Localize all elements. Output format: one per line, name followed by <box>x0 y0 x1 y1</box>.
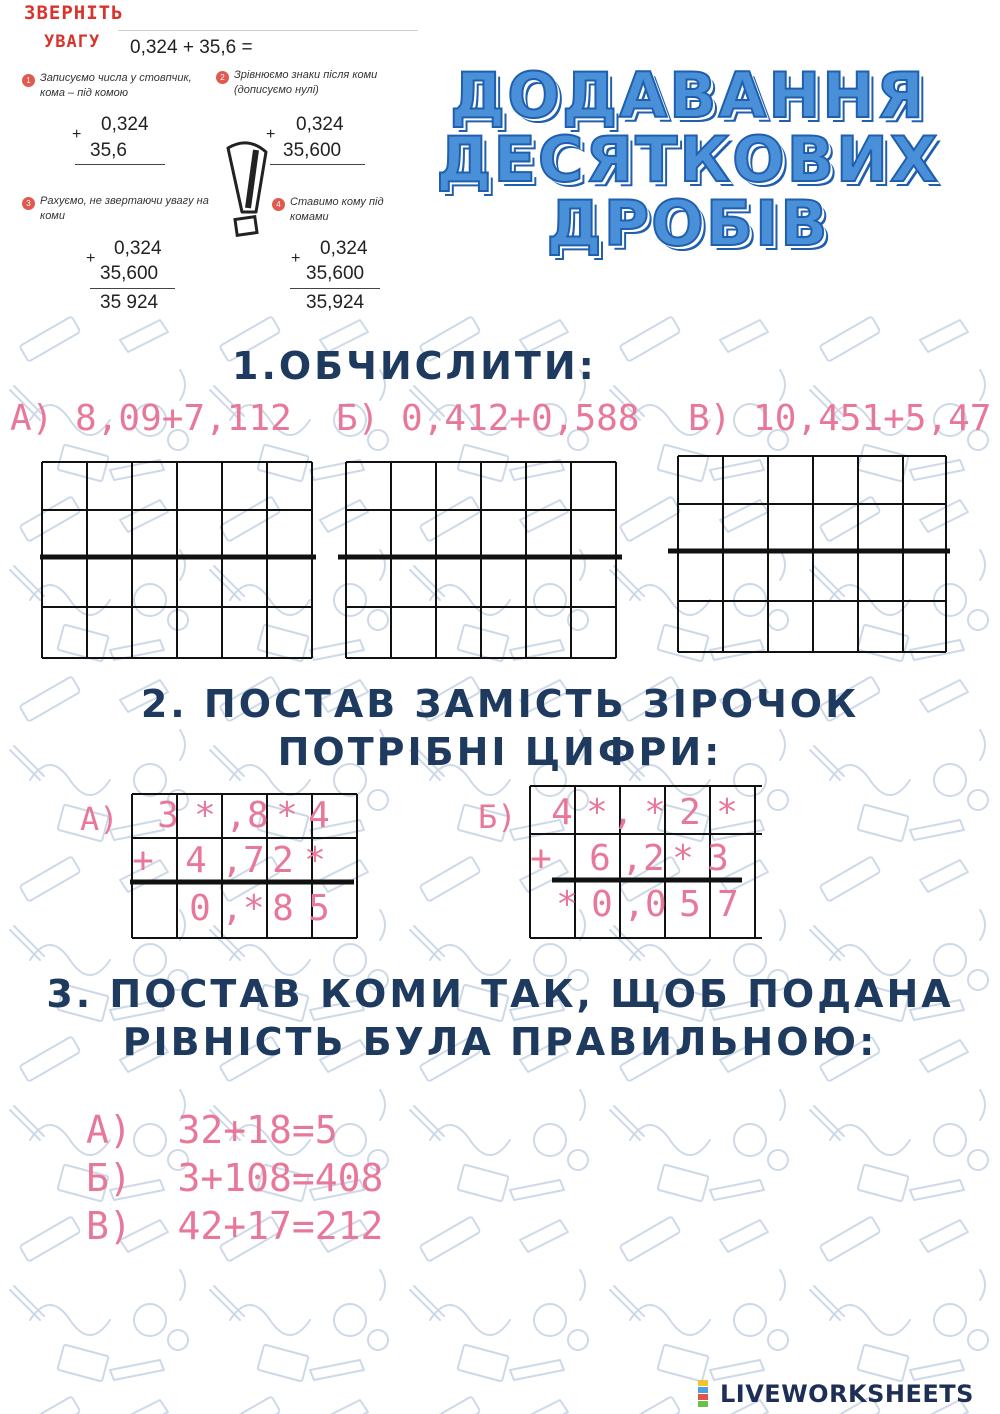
task1-heading: 1.ОБЧИСЛИТИ: <box>232 344 597 388</box>
title-line-3: ДРОБІВ <box>546 187 830 260</box>
page-title <box>418 59 958 260</box>
task2-b-r1-c4[interactable]: * <box>644 792 666 833</box>
task3-expr-c: 42+17=212 <box>177 1204 384 1248</box>
task2-b-r3-c2[interactable]: 0 <box>591 884 613 925</box>
task1-grid-c[interactable] <box>668 454 950 654</box>
task2-b-plus: + <box>530 838 552 879</box>
task1-label-a: А) <box>10 398 54 439</box>
task2-b-r2-c1[interactable]: 6 <box>589 838 611 879</box>
task2-b-r1-c5[interactable]: 2 <box>679 792 701 833</box>
ex1-line <box>75 164 165 165</box>
ex2-plus: + <box>266 126 276 143</box>
task1-expr-c: 10,451+5,47 <box>753 398 992 439</box>
task2-b-r2-c4[interactable]: 3 <box>707 838 729 879</box>
ex3-line <box>90 288 175 289</box>
exclamation-icon <box>222 140 272 240</box>
task2-b-r1-c1[interactable]: 4 <box>551 792 573 833</box>
task3-label-a: А) <box>86 1108 132 1152</box>
ex4-line <box>290 288 380 289</box>
step-text-4: Ставимо кому під комами <box>290 196 384 223</box>
task3-expr-a: 32+18=5 <box>177 1108 338 1152</box>
task1-item-b <box>336 398 639 439</box>
task3-expr-b: 3+108=408 <box>177 1156 384 1200</box>
task2-b-r3-c3[interactable]: ,0 <box>623 884 667 925</box>
attention-divider <box>118 30 418 31</box>
ex3-result: 35 924 <box>100 292 159 313</box>
liveworksheets-logo-icon <box>698 1380 720 1408</box>
ex4-b: 35,600 <box>306 263 365 284</box>
task2-heading-1: 2. ПОСТАВ ЗАМІСТЬ ЗІРОЧОК <box>140 682 860 726</box>
task1-grid-a[interactable] <box>40 460 316 660</box>
task2-b-r2-c3[interactable]: * <box>672 838 694 879</box>
task2-a-r3-c1[interactable]: 0 <box>189 888 211 929</box>
step-text-2: Зрівнюємо знаки після коми (дописуємо нулі) <box>234 69 378 96</box>
task2-b-r1-c6[interactable]: * <box>716 792 738 833</box>
task2-a-r1-c1[interactable]: 3 <box>157 795 179 836</box>
task2-b-r2-c2[interactable]: ,2 <box>621 838 665 879</box>
task1-expr-b: 0,412+0,588 <box>401 398 640 439</box>
task3-item-b[interactable] <box>86 1154 383 1202</box>
ex1-a: 0,324 <box>101 114 149 135</box>
task1-grid-b[interactable] <box>338 460 622 660</box>
ex3-a: 0,324 <box>114 238 162 259</box>
task2-a-r3-c4[interactable]: 5 <box>308 888 330 929</box>
task2-heading <box>0 680 1000 776</box>
task1-item-a <box>10 398 292 439</box>
ex2-line <box>270 164 365 165</box>
task2-label-b: Б) <box>478 798 517 836</box>
ex2-b: 35,600 <box>283 140 342 161</box>
step-text-1: Записуємо числа у стовпчик, кома – під комою <box>40 72 192 99</box>
task2-b-r1-c2[interactable]: * <box>586 792 608 833</box>
ex4-a: 0,324 <box>320 238 368 259</box>
ex3-plus: + <box>86 250 96 267</box>
task3-label-c: В) <box>86 1204 132 1248</box>
ex1-plus: + <box>72 126 82 143</box>
ex2-a: 0,324 <box>296 114 344 135</box>
task1-item-c <box>688 398 991 439</box>
task3-item-c[interactable] <box>86 1202 383 1250</box>
task2-a-r1-c2[interactable]: * <box>194 795 216 836</box>
ex1-b: 35,6 <box>90 140 127 161</box>
task2-a-plus: + <box>132 840 154 881</box>
step-badge-1: 1 <box>22 74 35 87</box>
ex4-plus: + <box>291 250 301 267</box>
task3-heading <box>0 970 1000 1066</box>
task3-label-b: Б) <box>86 1156 132 1200</box>
step-text-3: Рахуємо, не звертаючи увагу на коми <box>40 195 209 222</box>
task1-expr-a: 8,09+7,112 <box>75 398 292 439</box>
task2-a-r3-c2[interactable]: ,* <box>221 888 265 929</box>
ex4-result: 35,924 <box>306 292 365 313</box>
task1-label-b: Б) <box>336 398 380 439</box>
task3-item-a[interactable] <box>86 1106 383 1154</box>
task2-a-r2-c3[interactable]: 2 <box>272 840 294 881</box>
task2-a-r1-c4[interactable]: * <box>276 795 298 836</box>
task2-a-r1-c5[interactable]: 4 <box>308 795 330 836</box>
task2-b-r3-c1[interactable]: * <box>556 884 578 925</box>
task2-label-a: А) <box>80 800 119 838</box>
task2-a-r2-c2[interactable]: ,7 <box>221 840 265 881</box>
attention-title-1: ЗВЕРНІТЬ <box>24 2 124 24</box>
footer-brand[interactable]: LIVEWORKSHEETS <box>720 1380 974 1408</box>
ex3-b: 35,600 <box>100 263 159 284</box>
step-badge-4: 4 <box>272 198 285 211</box>
title-line-2: ДЕСЯТКОВИХ <box>436 123 940 196</box>
task2-a-r2-c4[interactable]: * <box>304 840 326 881</box>
title-line-1: ДОДАВАННЯ <box>450 59 926 132</box>
task2-heading-2: ПОТРІБНІ ЦИФРИ: <box>277 730 723 774</box>
task2-a-r1-c3[interactable]: ,8 <box>225 795 269 836</box>
task2-a-r3-c3[interactable]: 8 <box>272 888 294 929</box>
task2-b-r3-c5[interactable]: 7 <box>717 884 739 925</box>
task3-heading-2: РІВНІСТЬ БУЛА ПРАВИЛЬНОЮ: <box>122 1020 878 1064</box>
task2-a-r2-c1[interactable]: 4 <box>185 840 207 881</box>
task3-heading-1: 3. ПОСТАВ КОМИ ТАК, ЩОБ ПОДАНА <box>46 972 954 1016</box>
attention-expression: 0,324 + 35,6 = <box>130 37 253 58</box>
attention-title-2: УВАГУ <box>44 32 101 52</box>
step-badge-2: 2 <box>216 71 229 84</box>
task2-b-r1-c3[interactable]: , <box>612 792 634 833</box>
task3-list <box>86 1106 383 1250</box>
task1-label-c: В) <box>688 398 732 439</box>
task2-b-r3-c4[interactable]: 5 <box>679 884 701 925</box>
step-badge-3: 3 <box>22 197 35 210</box>
